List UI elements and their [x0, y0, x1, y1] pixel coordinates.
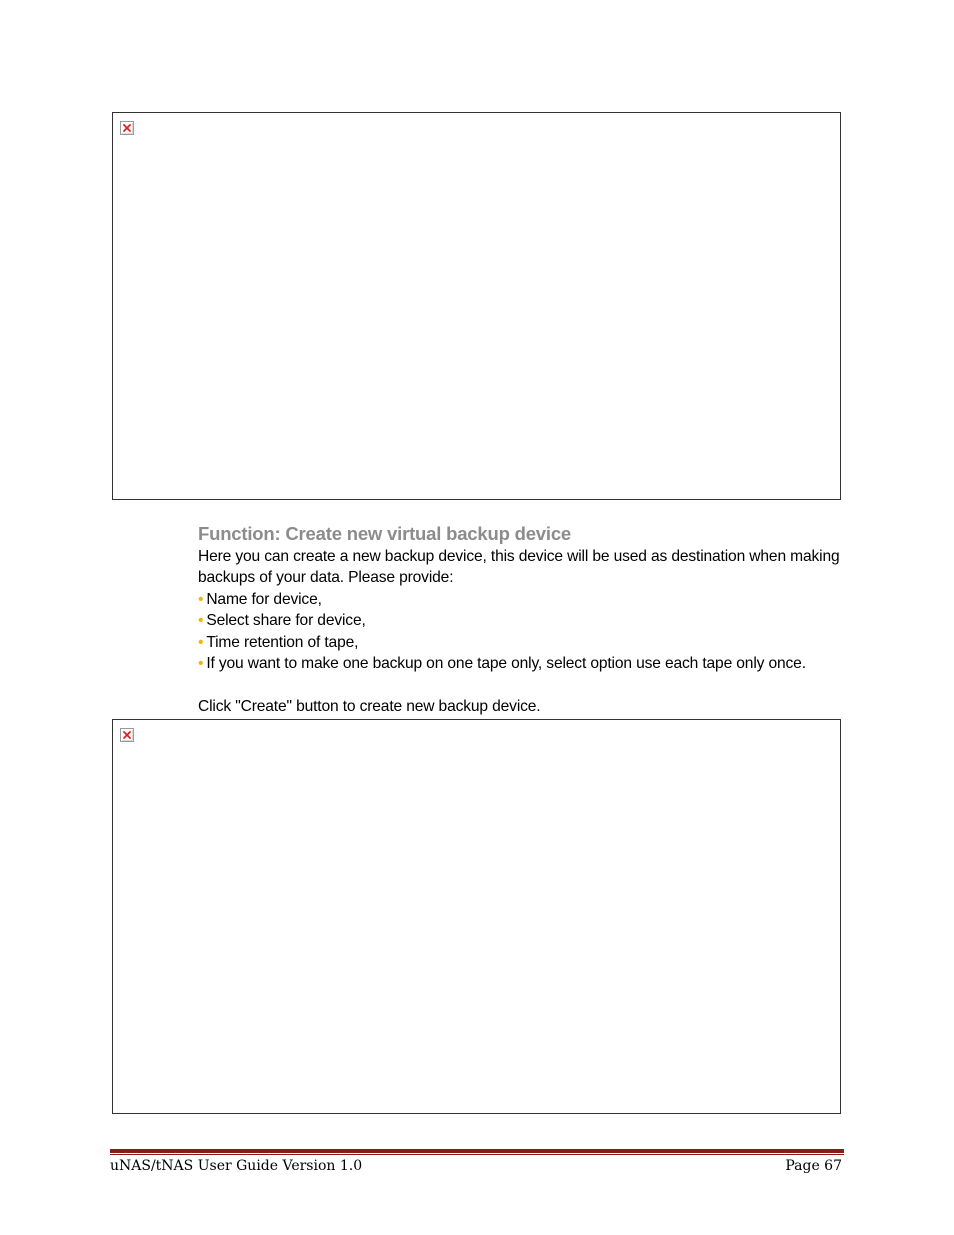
bullet-marker: •	[198, 655, 204, 673]
section-content	[198, 522, 858, 717]
bullet-marker: •	[198, 590, 204, 608]
screenshot-placeholder-top	[112, 112, 841, 500]
bullet-marker: •	[198, 612, 204, 630]
list-item: • If you want to make one backup on one tape only, select option use each tape only once.	[198, 655, 806, 673]
paragraph-spacer	[198, 674, 858, 695]
section-instruction: Click "Create" button to create new backup device.	[198, 697, 541, 715]
list-item: • Name for device,	[198, 590, 322, 608]
requirements-list	[198, 589, 858, 675]
bullet-marker: •	[198, 633, 204, 651]
section-intro: Here you can create a new backup device, this device will be used as destination when making backups of your data. Please provide:	[198, 548, 840, 587]
screenshot-placeholder-bottom	[112, 719, 841, 1114]
footer-rule	[110, 1149, 844, 1153]
list-item: • Select share for device,	[198, 612, 366, 630]
page-number: Page 67	[785, 1158, 842, 1174]
broken-image-icon	[120, 728, 134, 742]
page-footer	[110, 1156, 842, 1176]
section-heading: Function: Create new virtual backup device	[198, 523, 572, 544]
broken-image-icon	[120, 121, 134, 135]
list-item: • Time retention of tape,	[198, 633, 359, 651]
footer-rule-thin	[110, 1154, 844, 1155]
footer-title: uNAS/tNAS User Guide Version 1.0	[110, 1158, 363, 1174]
